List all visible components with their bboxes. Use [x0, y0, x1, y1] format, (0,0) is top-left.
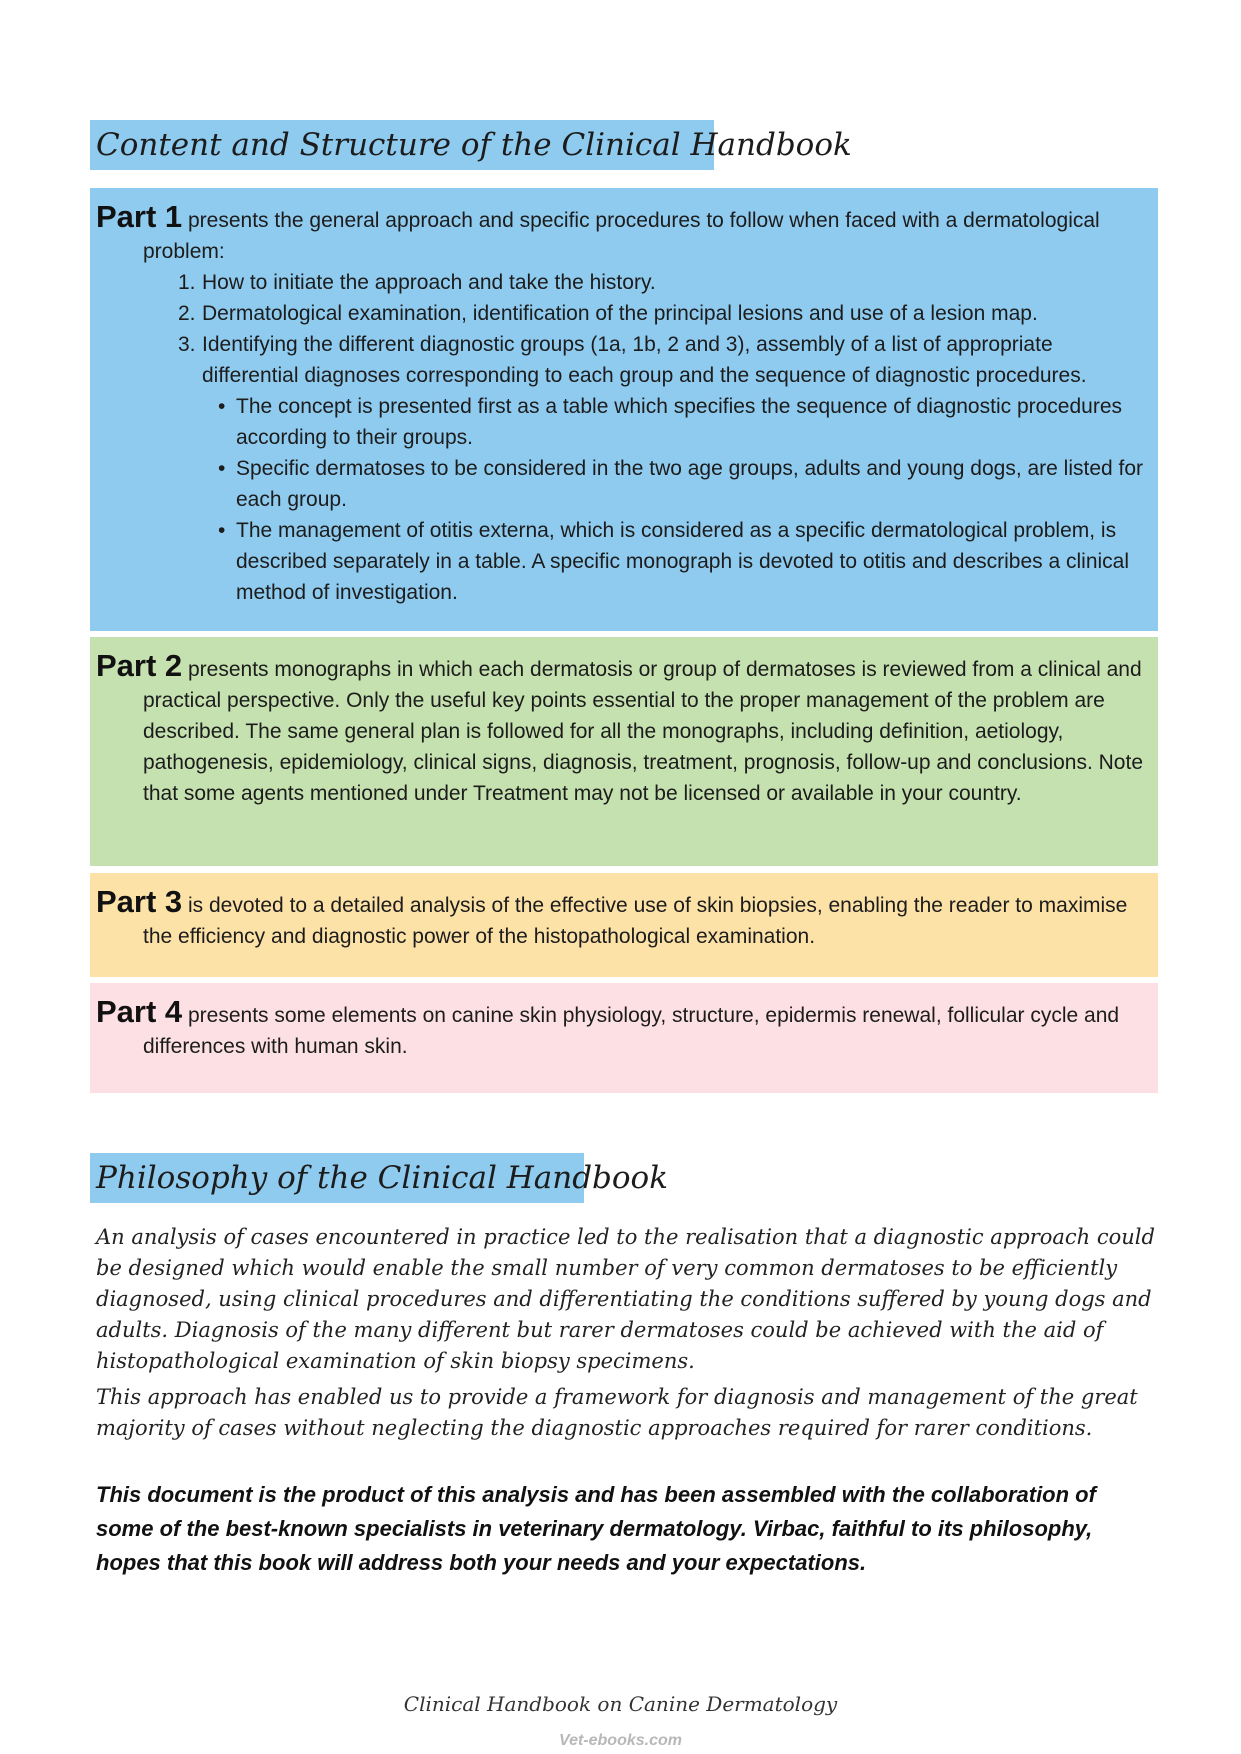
- section-title-content-structure: [90, 120, 852, 170]
- bullet-text: Specific dermatoses to be considered in the two age groups, adults and young dogs, are listed for each group.: [236, 457, 1144, 511]
- list-item: [96, 329, 1144, 391]
- section-title-text: Content and Structure of the Clinical Handbook: [96, 127, 852, 163]
- philosophy-paragraph-1: An analysis of cases encountered in practice led to the realisation that a diagnostic approach could be designed which would enable the small number of very common dermatoses to be efficiently diagnosed, using clinical procedures and differentiating the conditions suffered by young dogs and adults. Diagnosis of the many different but rarer dermatoses could be achieved with the aid of histopathological examination of skin biopsy specimens.: [96, 1225, 1155, 1373]
- part-3-label: Part 3: [96, 884, 183, 919]
- list-item-number: 3.: [178, 333, 196, 356]
- closing-statement: This document is the product of this analysis and has been assembled with the collaboration of some of the best-known specialists in veterinary dermatology. Virbac, faithful to its philosophy, hopes that this book will address both your needs and your expectations.: [96, 1482, 1096, 1575]
- list-item-text: Identifying the different diagnostic groups (1a, 1b, 2 and 3), assembly of a list of appropriate differential diagnoses corresponding to each group and the sequence of diagnostic procedures.: [202, 333, 1087, 387]
- part-3-box: [90, 873, 1158, 977]
- bullet-icon: •: [218, 457, 226, 480]
- part-2-intro-text: presents monographs in which each dermatosis or group of dermatoses is reviewed from a clinical and practical perspective. Only the useful key points essential to the proper management of the problem are described. The same general plan is followed for all the monographs, including definition, aetiology, pathogenesis, epidemiology, clinical signs, diagnosis, treatment, prognosis, follow-up and conclusions. Note that some agents mentioned under Treatment may not be licensed or available in your country.: [143, 658, 1144, 805]
- list-item-number: 1.: [178, 271, 196, 294]
- bullet-icon: •: [218, 519, 226, 542]
- list-item-number: 2.: [178, 302, 196, 325]
- bullet-icon: •: [218, 395, 226, 418]
- section-title-text: Philosophy of the Clinical Handbook: [96, 1160, 669, 1196]
- part-3-intro-text: is devoted to a detailed analysis of the effective use of skin biopsies, enabling the reader to maximise the efficiency and diagnostic power of the histopathological examination.: [143, 894, 1128, 948]
- part-1-box: [90, 188, 1158, 631]
- part-4-box: [90, 983, 1158, 1093]
- bullet-item: [96, 391, 1144, 453]
- part-1-label: Part 1: [96, 199, 183, 234]
- bullet-item: [96, 515, 1144, 608]
- part-1-intro-text: presents the general approach and specific procedures to follow when faced with a dermatological problem:: [143, 209, 1100, 263]
- part-4-label: Part 4: [96, 994, 183, 1029]
- list-item: [96, 298, 1144, 329]
- page-footer: Clinical Handbook on Canine Dermatology: [403, 1692, 838, 1716]
- part-1-intro: [96, 201, 1144, 267]
- watermark-logo: Vet-ebooks.com: [559, 1732, 682, 1749]
- bullet-text: The management of otitis externa, which is considered as a specific dermatological problem, is described separately in a table. A specific monograph is devoted to otitis and describes a clinical method of investigation.: [236, 519, 1130, 604]
- list-item-text: Dermatological examination, identification of the principal lesions and use of a lesion map.: [202, 302, 1038, 325]
- part-1-numbered-list: [96, 267, 1144, 391]
- part-1-bullet-list: [96, 391, 1144, 608]
- bullet-text: The concept is presented first as a table which specifies the sequence of diagnostic procedures according to their groups.: [236, 395, 1123, 449]
- part-2-intro: [96, 650, 1144, 809]
- bullet-item: [96, 453, 1144, 515]
- section-title-philosophy: [90, 1153, 669, 1203]
- part-3-intro: [96, 886, 1144, 952]
- part-4-intro-text: presents some elements on canine skin physiology, structure, epidermis renewal, follicular cycle and differences with human skin.: [143, 1004, 1120, 1058]
- list-item: [96, 267, 1144, 298]
- list-item-text: How to initiate the approach and take the history.: [202, 271, 656, 294]
- philosophy-paragraph-2: This approach has enabled us to provide a framework for diagnosis and management of the great majority of cases without neglecting the diagnostic approaches required for rarer conditions.: [96, 1385, 1138, 1440]
- part-2-box: [90, 637, 1158, 866]
- part-4-intro: [96, 996, 1144, 1062]
- part-2-label: Part 2: [96, 648, 183, 683]
